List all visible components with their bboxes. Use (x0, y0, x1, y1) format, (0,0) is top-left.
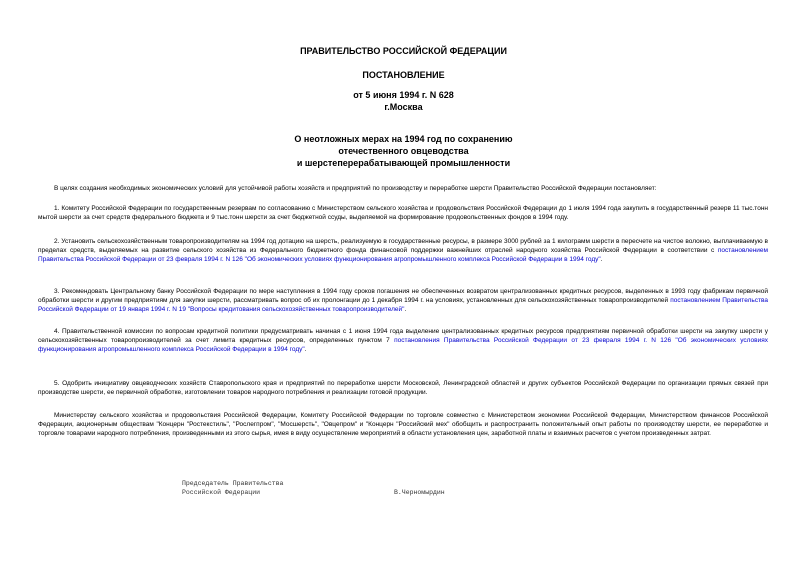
resolution-126-link[interactable]: постановлением Правительства Российской Федерации от 23 февраля 1994 г. N 126 "Об экономических условиях функционирования агропромышленного комплекса Российской Федерации в 1994 году" (38, 247, 768, 263)
paragraph-3-text: 3. Рекомендовать Центральному банку Российской Федерации по мере наступления в 1994 году сроков погашения не обеспеченных возвратом централизованных кредитных ресурсов, выделенных в 1993 году фабрикам первичной обработки шерсти и другим предприятиям для закупки шерсти, рассматривать вопрос об их пролонгации до 1 декабря 1994 г. на условиях, установленных для сельскохозяйственных товаропроизводителей (38, 288, 768, 304)
resolution-19-link[interactable]: постановлением Правительства Российской Федерации от 19 января 1994 г. N 19 "Вопросы кредитования сельскохозяйственных товаропроизводителей" (38, 297, 769, 313)
paragraph-6 (38, 411, 768, 438)
title-line-1: О неотложных мерах на 1994 год по сохранению (294, 134, 513, 144)
paragraph-1-text: 1. Комитету Российской Федерации по государственным резервам по согласованию с Министерством сельского хозяйства и продовольствия Российской Федерации до 1 июля 1994 года закупить в государственный резерв 11 тыс.тонн мытой шерсти за счет средств федерального бюджета и 9 тыс.тонн шерсти за счет бюджетной ссуды, выделяемой на формирование продовольственных фондов в 1994 году. (38, 205, 768, 221)
government-heading: ПРАВИТЕЛЬСТВО РОССИЙСКОЙ ФЕДЕРАЦИИ (300, 46, 507, 56)
paragraph-5-text: 5. Одобрить инициативу овцеводческих хозяйств Ставропольского края и предприятий по переработке шерсти Московской, Ленинградской областей и других субъектов Российской Федерации по организации прямых связей при производстве шерсти, ее первичной обработке, изготовлении товаров народного потребления и реализации готовой продукции. (38, 380, 768, 396)
paragraph-5 (38, 379, 768, 397)
signature-position-line-2: Российской Федерации (182, 489, 261, 496)
date-and-number (0, 89, 807, 113)
date-number-line: от 5 июня 1994 г. N 628 (353, 90, 454, 100)
city-line: г.Москва (384, 102, 423, 112)
paragraph-2 (38, 237, 768, 264)
paragraph-4-text: 4. Правительственной комиссии по вопросам кредитной политики предусматривать начиная с 1 июня 1994 года выделение централизованных кредитных ресурсов предприятиям первичной обработки шерсти на закупку шерсти у сельскохозяйственных товаропроизводителей за счет лимита кредитных ресурсов, определенных пунктом 7 (38, 328, 768, 344)
title-line-2: отечественного овцеводства (338, 146, 469, 156)
paragraph-6-text: Министерству сельского хозяйства и продовольствия Российской Федерации, Комитету Российской Федерации по торговле совместно с Министерством экономики Российской Федерации, Министерством финансов Российской Федерации, акционерным обществам "Концерн "Ростекстиль", "Рослегпром", "Мосшерсть", "Овцепром" и "Концерн "Российский мех" обобщить и распространить положительный опыт работы по производству шерсти, ее переработке и торговле товарами народного потребления, произведенными из этого сырья, имея в виду осуществление мероприятий в области установления цен, заработной платы и взаимных расчетов с учетом произведенных затрат. (38, 412, 768, 437)
paragraph-4 (38, 327, 768, 354)
paragraph-3-end: . (404, 306, 407, 313)
signature-name: В.Черномырдин (394, 489, 445, 496)
signature-position-line-1: Председатель Правительства (182, 480, 284, 487)
paragraph-1 (38, 204, 768, 222)
paragraph-2-end: . (600, 256, 603, 263)
signature-block (182, 479, 283, 497)
title-line-3: и шерстеперерабатывающей промышленности (296, 158, 511, 168)
resolution-126-link-2[interactable]: постановления Правительства Российской Федерации от 23 февраля 1994 г. N 126 "Об экономических условиях функционирования агропромышленного комплекса Российской Федерации в 1994 году" (38, 337, 768, 353)
intro-text: В целях создания необходимых экономических условий для устойчивой работы хозяйств и предприятий по производству и переработке шерсти Правительство Российской Федерации постановляет: (54, 185, 657, 192)
document-title (0, 133, 807, 169)
paragraph-2-text: 2. Установить сельскохозяйственным товаропроизводителям на 1994 год дотацию на шерсть, реализуемую в государственные ресурсы, в размере 3000 рублей за 1 килограмм шерсти в пересчете на чистое волокно, выплачиваемую в пределах средств, выделяемых на развитие сельского хозяйства из Федерального бюджетного фонда финансовой поддержки важнейших отраслей народного хозяйства Российской Федерации в соответствии с (38, 238, 768, 254)
intro-paragraph (38, 184, 768, 193)
paragraph-3 (38, 287, 768, 314)
document-type: ПОСТАНОВЛЕНИЕ (362, 70, 445, 80)
paragraph-4-end: . (304, 346, 307, 353)
